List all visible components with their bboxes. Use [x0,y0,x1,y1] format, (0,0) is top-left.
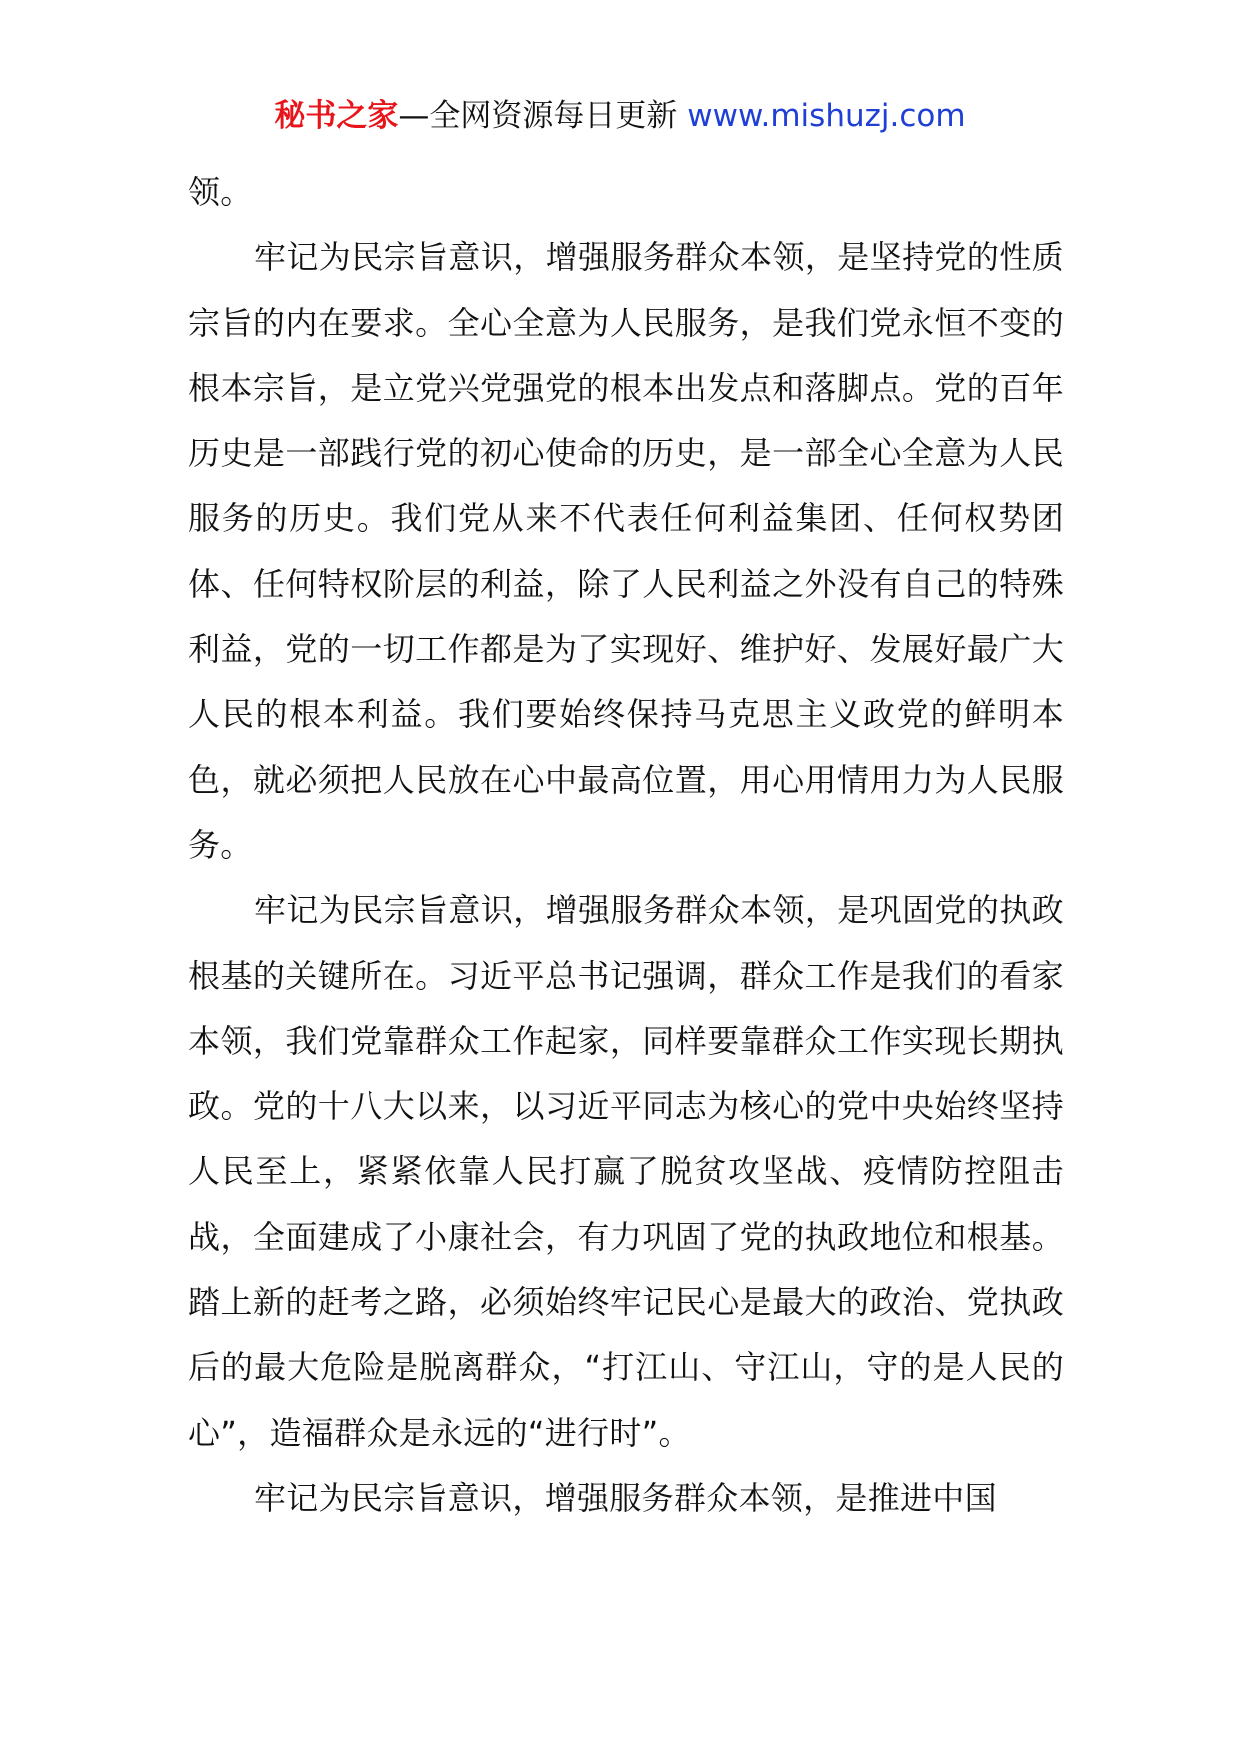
header-slogan: —全网资源每日更新 [398,98,678,134]
document-body [188,160,1064,1531]
paragraph: 牢记为民宗旨意识，增强服务群众本领，是推进中国 [254,1478,997,1517]
paragraph: 牢记为民宗旨意识，增强服务群众本领，是坚持党的性质宗旨的内在要求。全心全意为人民服务，是我们党永恒不变的根本宗旨，是立党兴党强党的根本出发点和落脚点。党的百年历史是一部践行党的初心使命的历史，是一部全心全意为人民服务的历史。我们党从来不代表任何利益集团、任何权势团体、任何特权阶层的利益，除了人民利益之外没有自己的特殊利益，党的一切工作都是为了实现好、维护好、发展好最广大人民的根本利益。我们要始终保持马克思主义政党的鲜明本色，就必须把人民放在心中最高位置，用心用情用力为人民服务。 [188,238,1064,864]
website-link[interactable]: www.mishuzj.com [687,98,966,134]
brand-name: 秘书之家 [274,98,399,134]
paragraph-continuation: 领。 [188,173,253,211]
paragraph: 牢记为民宗旨意识，增强服务群众本领，是巩固党的执政根基的关键所在。习近平总书记强调，群众工作是我们的看家本领，我们党靠群众工作起家，同样要靠群众工作实现长期执政。党的十八大以来，以习近平同志为核心的党中央始终坚持人民至上，紧紧依靠人民打赢了脱贫攻坚战、疫情防控阻击战，全面建成了小康社会，有力巩固了党的执政地位和根基。踏上新的赶考之路，必须始终牢记民心是最大的政治、党执政后的最大危险是脱离群众，“打江山、守江山，守的是人民的心”，造福群众是永远的“进行时”。 [188,891,1064,1452]
page-header [0,96,1240,136]
